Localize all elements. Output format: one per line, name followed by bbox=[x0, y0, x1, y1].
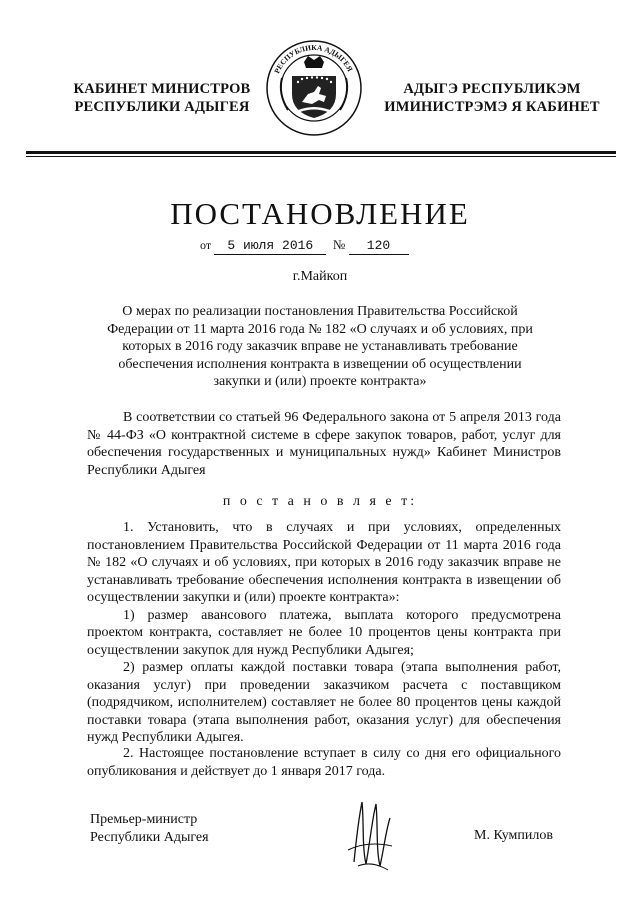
header-right-line1: АДЫГЭ РЕСПУБЛИКЭМ bbox=[403, 81, 581, 97]
subject-line: которых в 2016 году заказчик вправе не устанавливать требование bbox=[122, 339, 518, 354]
decree-word: п о с т а н о в л я е т: bbox=[222, 494, 418, 509]
document-title: ПОСТАНОВЛЕНИЕ bbox=[170, 196, 470, 231]
preamble-text: В соответствии со статьей 96 Федерального закона от 5 апреля 2013 года № 44-ФЗ «О контрактной системе в сфере закупок товаров, работ, услуг для обеспечения государственных и муниципальных нужд» Кабинет Министров Республики Адыгея bbox=[87, 410, 561, 478]
document-number: 120 bbox=[349, 238, 409, 255]
header-left-line1: КАБИНЕТ МИНИСТРОВ bbox=[73, 81, 251, 97]
item-1: 1. Установить, что в случаях и при условиях, определенных постановлением Правительства Российской Федерации от 11 марта 2016 года № 182 «О случаях и об условиях, при которых в 2016 году заказчик вправе не устанавливать требование обеспечения исполнения контракта в извещении об осуществлении закупки и (или) проекте контракта»: bbox=[87, 520, 561, 605]
signatory-position bbox=[90, 811, 209, 847]
document-date: 5 июля 2016 bbox=[214, 238, 326, 255]
preamble bbox=[87, 409, 561, 479]
signatory-position-line2: Республики Адыгея bbox=[90, 830, 209, 845]
item-2-block bbox=[87, 745, 561, 780]
item-1-1: 1) размер авансового платежа, выплата которого предусмотрена проектом контракта, составляет не более 10 процентов цены контракта при осуществлении закупок для нужд Республики Адыгея; bbox=[87, 607, 561, 658]
header-left-line2: РЕСПУБЛИКИ АДЫГЕЯ bbox=[74, 99, 250, 115]
emblem-ring-text: РЕСПУБЛИКА АДЫГЕЯ bbox=[272, 42, 355, 75]
header-rule-thick bbox=[26, 151, 616, 154]
date-number-line bbox=[200, 237, 409, 255]
document-subject bbox=[84, 303, 556, 391]
signatory-name: М. Кумпилов bbox=[474, 828, 553, 843]
subject-line: О мерах по реализации постановления Правительства Российской bbox=[122, 304, 518, 319]
header-left bbox=[62, 80, 262, 116]
number-prefix: № bbox=[332, 237, 346, 252]
handwritten-signature bbox=[340, 792, 400, 872]
date-prefix: от bbox=[200, 238, 212, 252]
subject-line: обеспечения исполнения контракта в извещении об осуществлении bbox=[118, 356, 522, 372]
subject-line: закупки и (или) проекте контракта» bbox=[213, 374, 427, 389]
header-rule-thin bbox=[26, 156, 616, 157]
signatory-position-line1: Премьер-министр bbox=[90, 812, 198, 827]
header-right-line2: ИМИНИСТРЭМЭ Я КАБИНЕТ bbox=[384, 99, 600, 115]
header-right bbox=[382, 80, 602, 116]
item-1-block bbox=[87, 519, 561, 747]
city: г.Майкоп bbox=[292, 269, 348, 284]
item-1-2: 2) размер оплаты каждой поставки товара (этапа выполнения работ, оказания услуг) при проведении заказчиком расчета с поставщиком (подрядчиком, исполнителем) составляет не более 80 процентов цены каждой поставки товара (этапа выполнения работ, оказания услуг) для обеспечения нужд Республики Адыгея. bbox=[87, 660, 561, 745]
subject-line: Федерации от 11 марта 2016 года № 182 «О случаях и об условиях, при bbox=[107, 321, 533, 337]
item-2: 2. Настоящее постановление вступает в силу со дня его официального опубликования и действует до 1 января 2017 года. bbox=[87, 746, 561, 779]
coat-of-arms-emblem bbox=[264, 38, 364, 138]
